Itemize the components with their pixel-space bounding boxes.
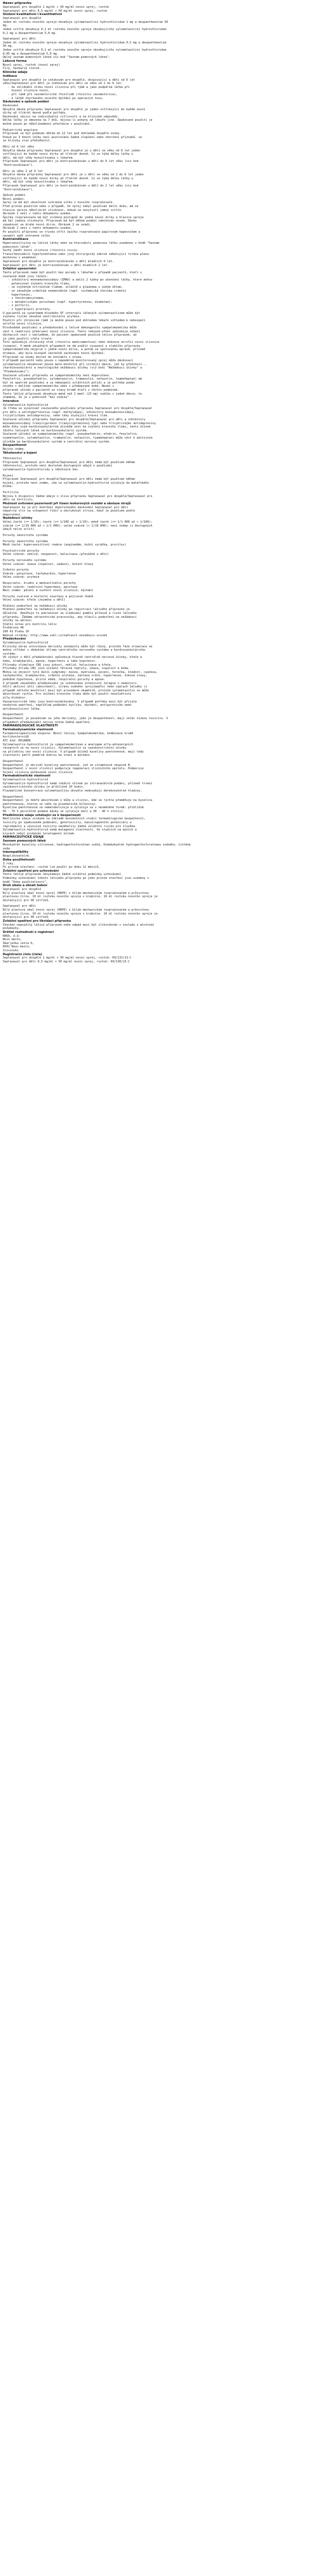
text-line: Dexpanthenol je považován za jeho deriváty, jako je dexpanthenol, mají velmi nízkou toxicitu. V	[3, 716, 168, 720]
section-heading: FARMACEUTICKÉ ÚDAJE	[3, 835, 44, 839]
text-line: možné pouze po několikadenní přestávce v používání.	[3, 122, 92, 126]
document-section	[3, 502, 332, 517]
text-line: Kyselina pantotenová se nemetabolizuje a vylučuje se v nezměněné formě: přibližně	[3, 806, 144, 810]
text-line: tachykardie, bradykardie, srdeční arytmie, zástava srdce, hypertenze, šokové stavy,	[3, 674, 148, 678]
text-line: Přípravek se být podáván dětem do 12 let pod dohledem dospělé osoby.	[3, 132, 121, 136]
text-line: vazokonstrikčního účinku je přibližně 10 hodin.	[3, 785, 85, 789]
text-line: může díky svým kardiovaskulárním účinkům vést ke zvýšení krevního tlaku, tento účinek	[3, 425, 151, 429]
text-line: reprodukční a vývojové toxicity neodhalily žádné zvláštní riziko pro člověka.	[3, 824, 137, 828]
subsection-heading: Farmakodynamické vlastnosti	[3, 728, 53, 732]
text-line: dírky až třikrát denně podle potřeby.	[3, 111, 67, 115]
document-section	[3, 637, 332, 724]
text-line: ATC kód: R01AB06	[3, 739, 31, 743]
text-line: Srdeční poruchy	[3, 568, 29, 572]
text-line: těchto léčivých látek na kardiovaskulární systém.	[3, 429, 89, 432]
text-line: Bílý plastový obal nosní sprej (HDPE) s bílým mechanickým rozprašovačem a průsvitnou	[3, 891, 149, 895]
text-line: - s metabolickými poruchami (např. hypertyreózou, diabetem),	[3, 300, 112, 304]
text-line: je jeho použití stále trvalé.	[3, 337, 53, 341]
document-section	[3, 835, 332, 839]
text-line: (ozaena). V méně závažných případech se dá uvážit vysazení u slabšího přípravku	[3, 344, 140, 348]
text-line: Dávkování závisí na individuální citlivosti a na klinické odpovědi.	[3, 115, 120, 119]
text-line: - ke zklidnění otoku nosní sliznice při rýmě a jako podpůrná léčba při	[3, 85, 130, 89]
text-line: současné době jsou léčeni:	[3, 274, 48, 278]
text-line: Xylometazolin-hydrochlorid	[3, 641, 48, 645]
text-line: alfa-blokátor.	[3, 696, 27, 700]
text-line: kortikosteroidů	[3, 735, 29, 739]
text-line: Septanazal pro dospělé je kontraindikován u dětí mladších 6 let.	[3, 260, 114, 264]
text-line: xylometazolin-obsahovat pouze malé množství při silnější dávce, jež by předchozí...	[3, 362, 148, 366]
text-line: důležité. Umožňuje to pokračovat ve sledování poměru přínosů a rizik léčivého	[3, 612, 137, 616]
text-line: Monohydrát kyseliny citronové, hydrogenfosforečnan sodný, Dodekahydrát hydrogenfosforečnanu sodného, čištěná	[3, 843, 191, 847]
text-line: má být jednou stisknuta. Přípravek má být během podání vdechován nosem. Dávku	[3, 219, 137, 223]
text-line: Všechen nepoužitý léčivý přípravek nebo odpad musí být zlikvidován v souladu s místními	[3, 923, 154, 927]
text-line: dětí, má být vždy konzultována s lékařem.	[3, 180, 75, 184]
text-line: účinky na adresu:	[3, 619, 33, 623]
document-section	[3, 858, 332, 869]
text-line: Velmi vzácné: reaktivní hyperémie, epistaxe	[3, 585, 78, 589]
text-line: xylometazolin-hydrochloridu u těhotných žen.	[3, 468, 80, 472]
text-line: Přípravek Septanazal pro děti je kontraindikován u dětí do 2 let věku (viz bod	[3, 184, 139, 188]
text-line: přípravek užíván u pacientů se stavy kromě kteří z těchto podmínek.	[3, 389, 120, 392]
document-section	[3, 517, 332, 637]
text-line: Septanazal pro děti	[3, 904, 36, 908]
subsection-heading: Těhotenství a kojení	[3, 451, 37, 455]
text-line: Farmakoterapeutická skupina: Nosní léčiva; Sympatomimetika, kombinace kromě	[3, 731, 134, 735]
text-line: Nosní sprej, roztok (nosní sprej)	[3, 63, 61, 67]
document-section	[3, 931, 332, 953]
document-section	[3, 814, 332, 836]
section-heading: Léková forma	[3, 59, 27, 63]
text-line: krysách nebyl prokázán teratogenní účinek.	[3, 832, 76, 835]
text-line: Délka léčby je omezena na 7 dnů, nejsou-li pokyny od lékaře jiné. Opakované použití je	[3, 119, 153, 122]
text-line: Neaplikovatelné.	[3, 854, 31, 858]
text-line: Jeden ml roztoku nosního spreje obsahuje xylometazolini hydrochloridum 1 mg a dexpanthenolum 50	[3, 20, 168, 24]
text-line: pantotenovou, kterou se váže na plazmatické bílkoviny.	[3, 802, 97, 806]
text-line: 0,05 mg a dexpanthenolum 5,0 mg.	[3, 52, 58, 56]
text-line: hojení sliznice nosní,	[3, 89, 50, 93]
text-line: Čirý, bezbarvý roztok.	[3, 67, 41, 71]
text-line: Obrázek 2 není v tomto dokumentu uveden.	[3, 227, 72, 230]
text-line: Xylometazolin-hydrochlorid je sympatomimetikum a analogem alfa-adrenergních	[3, 743, 134, 746]
section-heading: Klinické údaje	[3, 70, 28, 74]
text-line: Slovinsko	[3, 948, 19, 952]
text-line: Xylometazolin-hydrochlorid	[3, 778, 48, 782]
subsection-heading: Registrační číslo (čísla)	[3, 952, 42, 956]
text-line: 60 - 70 % perorálně podané dávky se vylučuje močí a 30 - 40 % stolicí.	[3, 809, 125, 813]
text-line: být se opatrně používání a je nebezpečí zvláštních potíží a je potřeba podat	[3, 381, 135, 385]
text-line: systému.	[3, 652, 17, 656]
text-line: zvýšeno riziko závažné ventrikulární arytmie.	[3, 315, 81, 319]
text-line: Tento léčivý přípravek obsahuje méně než 1 mmol (23 mg) sodíku v jedné dávce, to	[3, 392, 142, 396]
text-line: hlavice spreje několikrát stisknout, dokud se nevytvoří jemný vstřik.	[3, 208, 123, 212]
text-line: Dávkování	[3, 104, 19, 108]
document-section	[3, 851, 332, 858]
document-section	[3, 71, 332, 75]
text-line: případech předávkování nejsou nutná žádná opatření.	[3, 720, 92, 724]
document-section	[3, 400, 332, 444]
text-line: Děti od 6 let věku	[3, 145, 35, 149]
document-section	[3, 267, 332, 400]
document-section	[3, 728, 332, 774]
text-line: Respirační, hrudní a mediastinální poruchy	[3, 581, 76, 585]
text-line: Přípravek Septanazal pro dospělé/Septanazal pro děti nemá být používán během	[3, 460, 135, 464]
subsection-heading: Zvláštní opatření pro likvidaci přípravku	[3, 919, 71, 923]
text-line: Jeden ml roztoku nosního spreje obsahuje xylometazolini hydrochloridum 0,5 mg a dexpanthenolum	[3, 41, 166, 45]
document-section	[3, 953, 332, 964]
text-line: mozkovou v anamnéze.	[3, 256, 38, 260]
document-body	[0, 0, 334, 965]
text-line: Poruchy svalové a kosterní soustavy a pojivové tkáně	[3, 594, 94, 598]
text-line: Septanazal pro děti	[3, 37, 36, 41]
text-line: znamená, že je v podstatě "bez sodíku".	[3, 396, 71, 400]
text-line: sympatomimetika nejprve v jedné nosní dírce, a potom ve spotovanou úpravě, přičemž	[3, 348, 146, 352]
text-line: - se závažným srdečním onemocněním (např. ischemická choroba srdeční	[3, 289, 126, 293]
text-line: kómu, bradykardii, apnoe, hypertenzi a také hypotenzi.	[3, 660, 97, 663]
text-line: Transsfenoidální hypofysektomie nebo jiný chirurgický zákrok odhalující tvrdou plenu	[3, 252, 149, 256]
text-line: V případě pacientů nebo pouze s nepoměrem monitorovaný sprej může dávkovací	[3, 359, 134, 363]
document-section	[3, 13, 332, 60]
text-line: Dexpanthenol	[3, 795, 24, 799]
subsection-heading: Indikace	[3, 74, 17, 78]
text-line: Xylometazolin-hydrochlorid nemá mutagenní vlastnosti. Ve studiích na myších a	[3, 828, 137, 832]
text-line: Jeden vstřik obsahuje 0,1 ml roztoku nosního spreje obsahujícího xylometazolini hydrochloridum	[3, 27, 166, 31]
text-line: Současné užívání přípravku Septanazal pro dospělé/Septanazal pro děti a inhibitory	[3, 417, 146, 421]
text-line: Velmi vzácné: arytmie	[3, 576, 40, 579]
text-line: Státní ústav pro kontrolu léčiv	[3, 622, 57, 626]
text-line: Méně časté: hypersenzitivní reakce (angioedém, kožní vyrážka, pruritus)	[3, 543, 126, 547]
text-line: vlastnosti patří poměrně dobrou ke stání a dýchání.	[3, 754, 92, 758]
subsection-heading: Držitel rozhodnutí o registraci	[3, 930, 54, 934]
text-line: 8501 Novo mesto,	[3, 945, 31, 949]
text-line: věku/Septanazal pro děti je indikován pro děti ve věku od 2 do 6 let:	[3, 82, 123, 86]
text-line: Přípravek Septanazal pro dospělé/Septanazal pro děti nemá být používán během	[3, 478, 135, 481]
document-section	[3, 2, 332, 13]
subsection-heading: Nežádoucí účinky	[3, 517, 33, 520]
text-line: - při rýmě při vazomotorické rhinitidě (rhinitis vasomotorica),	[3, 93, 118, 97]
subsection-heading: Farmakokinetické vlastnosti	[3, 774, 51, 778]
text-line: Nejsou známy.	[3, 447, 26, 451]
text-line: Není známo: pálení a suchost nosní sliznice, kýchání	[3, 589, 94, 593]
text-line: Vzácné: palpitace, tachykardie, hypertenze	[3, 572, 76, 576]
text-line: Před prvním použitím nebo v případě, že sprej nebyl používán delší dobu, má se	[3, 204, 139, 208]
text-line: Bílý plastový obal nosní sprej (HDPE) s bílým mechanickým rozprašovačem a průsvitnou	[3, 908, 149, 912]
subsection-heading: Seznam pomocných látek	[3, 839, 46, 843]
text-line: dostačující pro 90 vstřiků.	[3, 916, 50, 920]
text-line: Obvyklá dávka přípravku Septanazal pro děti je u dětí ve věku od 2 do 6 let jeden	[3, 173, 144, 177]
text-line: mléka.	[3, 485, 13, 489]
text-line: Tento přípravek nemá být použit bez porady s lékařem v případě pacientů, kteří v	[3, 271, 142, 274]
text-line: Po prvním otevření: roztok lze použít po dobu 12 měsíců.	[3, 866, 100, 869]
text-line: Pokud po 3 dnech léčby není pozorováno žádné zlepšení nebo zhoršení příznaků, se	[3, 135, 142, 139]
text-line: Ve výskyt u dětí předávkování způsobuje hlavně centrálně nervové účinky, křeče a	[3, 656, 142, 660]
text-line: nového s dalšími sympatomimetika nebo v předepsané době. Nesmí s	[3, 385, 114, 389]
text-line: Septanazal pro dospělé je indikován pro dospělé, dospívající a děti od 6 let	[3, 78, 135, 82]
section-heading: Název přípravku	[3, 2, 32, 5]
subsection-heading: Zvláštní upozornění	[3, 267, 37, 271]
text-line: Nejsou k dispozici žádné údaje o vlivu přípravku Septanazal pro dospělé/Septanazal pro	[3, 494, 153, 498]
text-line: Jeden vstřik obsahuje 0,1 ml roztoku nosního spreje obsahujícího xylometazolini hydrochloridum	[3, 48, 166, 52]
text-line: Xylometazolin-hydrochlorid	[3, 403, 48, 407]
text-line: Těhotenství	[3, 457, 22, 461]
text-line: požadavky.	[3, 927, 21, 931]
text-line: nepatrný vliv na schopnost řídit a obsluhovat stroje, když je používán podle	[3, 509, 135, 513]
text-line: Fenylefrin, pseudoefedrin, xylometazolin, tramazolin, nafazolin, tuamoheptan) má	[3, 377, 142, 381]
text-line: Podmínky uchovávání tohoto léčivého přípravku po jeho prvním otevření jsou uvedeny v	[3, 877, 149, 881]
text-line: Klinický obraz intoxikace deriváty imidazolu může být různý, protože fáze stimulace se	[3, 645, 153, 648]
subsection-heading: Dávkování a způsob podání	[3, 100, 50, 104]
text-line: Vazopresorické léky jsou kontraindikovány. V případě potřeby musí být přijata	[3, 700, 137, 704]
text-line: Psychiatrické poruchy	[3, 549, 40, 553]
subsection-heading: Inkompatibility	[3, 851, 29, 854]
subsection-heading: Doba použitelnosti	[3, 858, 35, 862]
text-line: dětí, má být vždy konzultována s lékařem.	[3, 156, 75, 160]
text-line: nasadit zpět ochranné víčko.	[3, 234, 52, 238]
text-line: případě většího množství) musí být provedeno okamžitě, protože xylometazolin se může	[3, 689, 149, 692]
text-line: vzácné (>= 1/10 000 až < 1/1 000); velmi vzácné (< 1/10 000); není známo (z dostupných	[3, 524, 153, 528]
text-line: vstřikující do každé nosní dírky až třikrát denně. Co se týká délky léčby u	[3, 153, 134, 156]
document-section	[3, 444, 332, 451]
text-line: U pacientů se syndromem dlouhého QT intervalu léčených xylometazolinem může být	[3, 311, 140, 315]
text-line: - se zvýšeným nitroočním tlakem, zvláště u glaukomu s úzkým úhlem,	[3, 286, 123, 289]
text-line: Septanazal pro dospělé	[3, 888, 41, 892]
text-line: - k léčbě zhoršeného nosního dýchání po operacích nosu.	[3, 96, 104, 100]
text-line: Nosní podání.	[3, 197, 26, 201]
section-heading: Složení kvalitativní i kvantitativní	[3, 13, 62, 17]
text-line: 3 roky.	[3, 862, 15, 866]
text-line: hypertenze),	[3, 293, 33, 297]
text-line: Pediatrická populace	[3, 128, 38, 132]
text-line: Dexpanthenol je derivát kyseliny pantotenové, jež ve vitamínové skupině B.	[3, 763, 132, 767]
text-line: plastovou čirou. 10 ml roztoku nosního spreje v krabičce. 10 ml roztoku nosního spreje je	[3, 895, 158, 899]
text-line: Dlouhodobé používání a předávkování u léčivé dekongesční sympatomimetika může	[3, 326, 137, 330]
text-line: Způsob podání	[3, 194, 26, 198]
text-line: Je třeba se vyvarovat současného používání přípravku Septanazal pro dospělé/Septanazal	[3, 407, 153, 411]
text-line: Současné užívání se sympatomimetiky (např. pseudoefedrin, efedrin, fenylefrin,	[3, 432, 139, 436]
document-section	[3, 60, 332, 71]
subsection-heading: Předklinické údaje vztahující se k bezpečnosti	[3, 813, 81, 817]
text-line: bodě "Doba použitelnosti".	[3, 880, 48, 884]
text-line: Dexpanthenol je dobře absorbován z kůže a sliznic, kde se rychle přeměňuje na kyselinu	[3, 799, 153, 803]
text-line: oxymetazolin, xylometazolin, tramazolin, nafazolin, tuamoheptan) může vést k aditivním	[3, 436, 153, 440]
text-line: receptorů se na nosní sliznici. Xylometazolin se vazokonstrikční účinky	[3, 746, 126, 750]
document-section	[3, 869, 332, 884]
text-line: tricyklickými antidepresivy, nebo léky zvyšující krevní tlak.	[3, 414, 109, 418]
document-section	[3, 884, 332, 920]
text-line: Septanazal pro dospělé 1 mg/ml + 50 mg/ml nosní sprej, roztok: 69/131/13-C	[3, 956, 132, 960]
text-line: vstřikující do každé nosní dírky až třikrát denně. Co se týká délky léčby u	[3, 176, 134, 180]
text-line: se kliniky stav přehodnotit.	[3, 139, 52, 143]
text-line: na přilehlou cév nosní sliznice. V případě účinků kyseliny pantotenové, mají tedy	[3, 750, 144, 754]
text-line: Septanazal pro dospělé	[3, 17, 41, 21]
text-line: (kardiovaskulární a neurologické nežádoucí účinky (viz bod) "Nežádoucí účinky" a	[3, 366, 142, 370]
text-line: děti na fertilitu.	[3, 498, 35, 502]
text-line: pro děti a antihypertenziva (např. methyldopa), inhibitory monoaminooxidázy,	[3, 410, 135, 414]
document-section	[3, 75, 332, 100]
text-line: Septanazal by je při dodržení doporučeného dávkování Septanazal pro děti	[3, 505, 128, 509]
text-line: zopakovat ve druhé nosní dírce. Obrázek 2 se uvádí.	[3, 223, 92, 227]
text-line: atrofie nosní sliznice.	[3, 322, 43, 326]
document-section	[3, 920, 332, 931]
text-line: Webové stránky: http://www.sukl.cz/nahlasit-nezadouci-ucinek	[3, 633, 107, 637]
text-line: Dexpanthenol v nosní sliznici podporuje regeneraci slizničního epitelu. Podporuje	[3, 767, 144, 771]
text-line: Použití při chronické rýmě je možné pouze pod dohledem lékaře vzhledem k nebezpečí	[3, 318, 146, 322]
text-line: Tento léčivý přípravek nevyžaduje žádné zvláštní podmínky uchovávání.	[3, 873, 123, 877]
text-line: Velmi vzácné: únava (ospalost, sedace), bolest hlavy	[3, 562, 94, 566]
text-line: Septanazal pro děti 0,5 mg/ml + 50 mg/ml nosní sprej, roztok	[3, 9, 107, 13]
text-line: Septanazal pro děti 0,5 mg/ml + 50 mg/ml nosní sprej, roztok: 69/130/13-C	[3, 960, 130, 963]
text-line: pomocných látek".	[3, 245, 33, 249]
text-line: dýchacích cest s následkem, že pacient opakovaně používá léčivo přípravek, až	[3, 333, 137, 337]
text-line: KRKA, d.d.	[3, 934, 21, 938]
text-line: absorbovat rychle. Pro snížení krevního tlaku může být použit neselektivní	[3, 692, 132, 696]
text-line: monoaminooxidázy tranylcypromin (tranylcyprominový typ) nebo tricyklickými antidepresivy	[3, 421, 156, 425]
text-line: Šmarješka cesta 6,	[3, 941, 35, 945]
text-line: antikonvulzivní léčba.	[3, 707, 41, 711]
text-line: Novo mesto,	[3, 938, 22, 942]
text-line: Fertilita	[3, 491, 19, 495]
text-line: Šrobárova 48	[3, 626, 24, 630]
text-line: dostačující pro 90 vstřiků.	[3, 898, 50, 902]
text-line: Velmi vzácné: neklid, nespavost, halucinace (převážně u dětí)	[3, 553, 109, 557]
text-line: Poruchy imunitního systému	[3, 533, 48, 537]
text-line: 50 mg.	[3, 45, 13, 48]
text-line: Obrázek 1 není v tomto dokumentu uveden.	[3, 212, 72, 216]
text-line: Neklinické údaje získané na základě konvenčních studií farmakologické bezpečnosti,	[3, 817, 146, 821]
document-section	[3, 238, 332, 267]
document-section	[3, 451, 332, 502]
text-line: - s feochromocytomem,	[3, 297, 45, 301]
text-line: mohou střídat s obdobími útlumu centrálního nervového systému a kardiovaskulárního	[3, 648, 146, 652]
text-line: - s hyperplazií prostaty.	[3, 307, 52, 311]
text-line: přípravku. Žádáme zdravotnické pracovníky, aby hlásili podezření na nežádoucí	[3, 615, 137, 619]
text-line: údajů nelze určit).	[3, 528, 36, 532]
text-line: Obvyklá dávka přípravku Septanazal pro dospělé je jeden vstřikující do každé nosní	[3, 107, 146, 111]
text-line: Děti ve věku 2 až 6 let	[3, 169, 43, 173]
text-line: "Předávkování").	[3, 370, 31, 374]
subsection-heading: Zvláštní opatření pro uchovávání	[3, 869, 59, 873]
text-line: vést k reaktivní překrvení nosní sliznice. Tento rebound efekt způsobuje zúžení	[3, 330, 140, 333]
text-line: Špička rozprašovače má být vložena postupně do jedné nosní dírky a hlavice spreje	[3, 215, 144, 219]
text-line: "Kontraindikace").	[3, 163, 35, 167]
text-line: V případě závažného předávkování je indikována intenzivní terapie v nemocnici.	[3, 681, 139, 685]
text-line: plastovou čirou. 10 ml roztoku nosního spreje v krabičce. 10 ml roztoku nosního spreje je	[3, 912, 158, 916]
text-line: Septanazal pro dospělé 1 mg/ml + 50 mg/ml nosní sprej, roztok	[3, 6, 109, 9]
text-line: doporučení.	[3, 513, 22, 517]
text-line: Dexpanthenol	[3, 760, 24, 764]
text-line: Po použití přípravku se trysku otřít špičku rozprašovače papírovým kapesníkem a	[3, 230, 140, 234]
text-line: Užití aktivní uhlí (absorbent), síranu sodného (projímadlo) nebo výplach žaludku (v	[3, 685, 148, 689]
text-line: Hlášení podezření na nežádoucí účinky	[3, 604, 67, 608]
text-line: podobné hypotenze, plicní edém, respirační poruchy a apnoe.	[3, 677, 106, 681]
text-line: Úplný seznam pomocných látek viz bod "Seznam pomocných látek".	[3, 56, 111, 60]
text-line: Přípravek se nesmí dostat do kontaktu s očima.	[3, 355, 83, 359]
text-line: voda.	[3, 847, 12, 851]
text-line: Toto způsobuje chronický otok (rhinitis medicamentosa) nebo dokonce atrofii nosní sliznice	[3, 341, 160, 345]
text-line: Velmi časté (>= 1/10); časté (>= 1/100 až < 1/10); méně časté (>= 1/1 000 až < 1/100);	[3, 520, 153, 524]
text-line: Poruchy nervového systému	[3, 558, 47, 562]
text-line: Hypersenzitivita na léčivé látky nebo na kteroukoli pomocnou látku uvedenou v bodě "Seznam	[3, 242, 160, 245]
text-line: Sprej se má být ukončovat ochranné víčko z nosního rozprašovače.	[3, 201, 114, 205]
text-line: Hlášení podezření na nežádoucí účinky po registraci léčivého přípravku je	[3, 608, 130, 612]
text-line: drimace, aby byla alespoň částečně zachováno nosní dýchání.	[3, 352, 106, 356]
text-line: - s porfyrií,	[3, 304, 31, 308]
text-line: Příznaky útlumu CNS jsou snížení tělesné teploty, únava, ospalost a kóma.	[3, 667, 130, 671]
text-line: hojení sliznice poškozené nosní sliznice.	[3, 770, 75, 774]
document-section	[3, 774, 332, 813]
subsection-heading: Interakce	[3, 399, 19, 403]
text-line: účinkům na kardiovaskulární systém a centrální nervový systém.	[3, 440, 111, 444]
text-line: 100 41 Praha 10	[3, 630, 29, 634]
text-line: Kojení	[3, 474, 13, 478]
text-line: "Kontraindikace").	[3, 188, 35, 191]
text-line: potencovat zvýšení krevního tlaku,	[3, 282, 71, 286]
text-line: Příznaky stimulace CNS jsou úzkost, neklid, halucinace a křeče.	[3, 663, 112, 667]
text-line: nezbytná opatření, například podávání kyslíku, dýchání, antipyretické nebo	[3, 704, 132, 707]
text-line: toxicity po opakovaném podávání, genotoxicity, kancerogenního potenciálu a	[3, 820, 132, 824]
subsection-heading: Dexpanthenol	[3, 444, 27, 448]
text-line: 0,1 mg a dexpanthenolum 5,0 mg.	[3, 31, 57, 35]
text-line: Mohou se objevit tyto další symptomy: mióza, mydriáza, pocení, horečka, bledost, cyanóza,	[3, 670, 158, 674]
subsection-heading: Možnost ovlivnění pozornosti při řízení motorových vozidel a obsluze strojů	[3, 502, 131, 505]
document-section	[3, 100, 332, 238]
text-line: Xylometazolin-hydrochlorid nemá lokální účinek po intranazálním podání, přičemž trvání	[3, 781, 153, 785]
text-line: mg.	[3, 24, 8, 28]
text-line: Obvyklá dávka přípravku Septanazal pro dospělé je u dětí ve věku od 6 let jeden	[3, 149, 140, 153]
text-line: Plazmatické koncentrace xylometazolinu obvykle nedosahují detekovatelné hladiny.	[3, 789, 142, 793]
subsection-heading: Kontraindikace	[3, 238, 28, 242]
section-heading: FARMAKOLOGICKÉ VLASTNOSTI	[3, 724, 58, 728]
text-line: Dexpanthenol	[3, 713, 24, 717]
text-line: Poruchy imunitního systému	[3, 539, 48, 543]
text-line: těhotenství, protože není dostatek dostupných údajů o používání	[3, 464, 112, 468]
text-line: - inhibitory monoaminooxidázy (IMAO) a další 2 týdny po ukončení léčby, které mohou	[3, 278, 153, 282]
text-line: Současné užívání přípravku se sympatomimetiky není doporučeno.	[3, 373, 111, 377]
document-section	[3, 839, 332, 851]
subsection-heading: Druh obalu a obsah balení	[3, 884, 47, 888]
text-line: Přípravek Septanazal pro děti je kontraindikován u dětí do 6 let věku (viz bod	[3, 160, 139, 164]
subsection-heading: Předávkování	[3, 637, 26, 641]
text-line: Septanazal pro děti je kontraindikován u dětí mladších 2 let.	[3, 263, 109, 267]
text-line: Velmi vzácné: křeče (zejména u dětí)	[3, 598, 66, 602]
text-line: kojení, protože není známo, zda se xylometazolin-hydrochlorid vylučuje do mateřského	[3, 481, 149, 485]
text-line: Suchý zánět nosní sliznice (rhinitis sicca).	[3, 249, 80, 253]
